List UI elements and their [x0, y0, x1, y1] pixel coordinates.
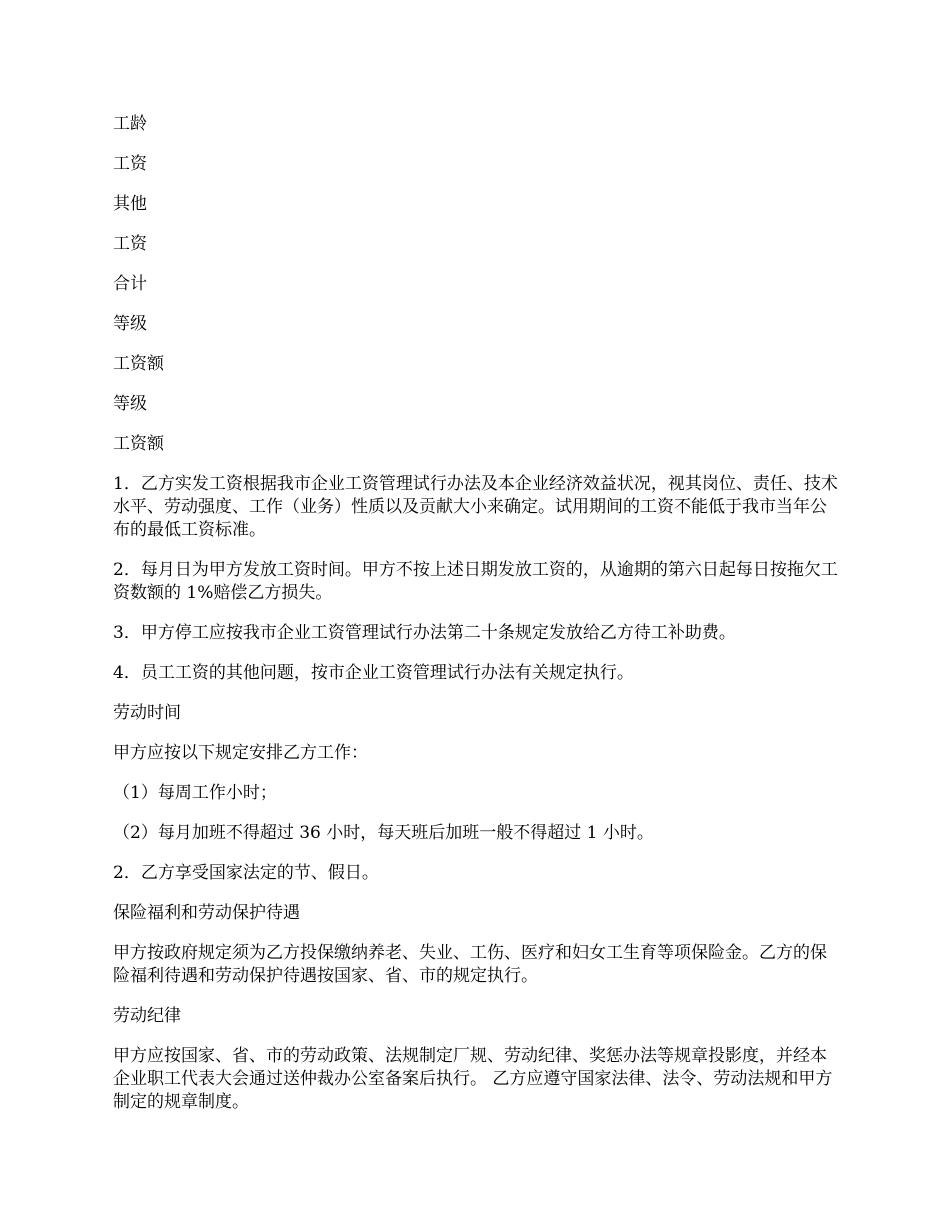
section-heading-discipline: 劳动纪律: [113, 1006, 181, 1026]
paragraph-wage-amount: 工资额: [113, 354, 164, 374]
paragraph-wage: 工资: [113, 154, 147, 174]
paragraph-other: 其他: [113, 194, 147, 214]
paragraph-discipline: 甲方应按国家、省、市的劳动政策、法规制定厂规、劳动纪律、奖惩办法等规章投影度，并经本企业职工代表大会通过送仲裁办公室备案后执行。 乙方应遵守国家法律、法令、劳动法规和甲方制定的规章制度。: [113, 1046, 833, 1112]
section-heading-working-hours: 劳动时间: [113, 703, 181, 723]
paragraph-working-arrangement: 甲方应按以下规定安排乙方工作：: [113, 743, 368, 763]
paragraph-clause-2: 2．每月日为甲方发放工资时间。甲方不按上述日期发放工资的，从逾期的第六日起每日按拖欠工资数额的 1%赔偿乙方损失。: [113, 560, 838, 603]
paragraph-clause-1: 1．乙方实发工资根据我市企业工资管理试行办法及本企业经济效益状况，视其岗位、责任、技术水平、劳动强度、工作（业务）性质以及贡献大小来确定。试用期间的工资不能低于我市当年公布的最低工资标准。: [113, 474, 838, 540]
paragraph-wage-2: 工资: [113, 234, 147, 254]
paragraph-grade-2: 等级: [113, 394, 147, 414]
paragraph-holidays: 2．乙方享受国家法定的节、假日。: [113, 863, 379, 883]
paragraph-item-1: （1）每周工作小时；: [113, 783, 277, 803]
paragraph-total: 合计: [113, 274, 147, 294]
paragraph-grade: 等级: [113, 314, 147, 334]
paragraph-wage-amount-2: 工资额: [113, 434, 164, 454]
paragraph-item-2: （2）每月加班不得超过 36 小时，每天班后加班一般不得超过 1 小时。: [113, 823, 654, 843]
section-heading-insurance: 保险福利和劳动保护待遇: [113, 903, 300, 923]
paragraph-clause-4: 4．员工工资的其他问题，按市企业工资管理试行办法有关规定执行。: [113, 663, 634, 683]
paragraph-seniority: 工龄: [113, 114, 147, 134]
paragraph-clause-3: 3．甲方停工应按我市企业工资管理试行办法第二十条规定发放给乙方待工补助费。: [113, 623, 736, 643]
paragraph-insurance: 甲方按政府规定须为乙方投保缴纳养老、失业、工伤、医疗和妇女工生育等项保险金。乙方的保险福利待遇和劳动保护待遇按国家、省、市的规定执行。: [113, 943, 827, 986]
